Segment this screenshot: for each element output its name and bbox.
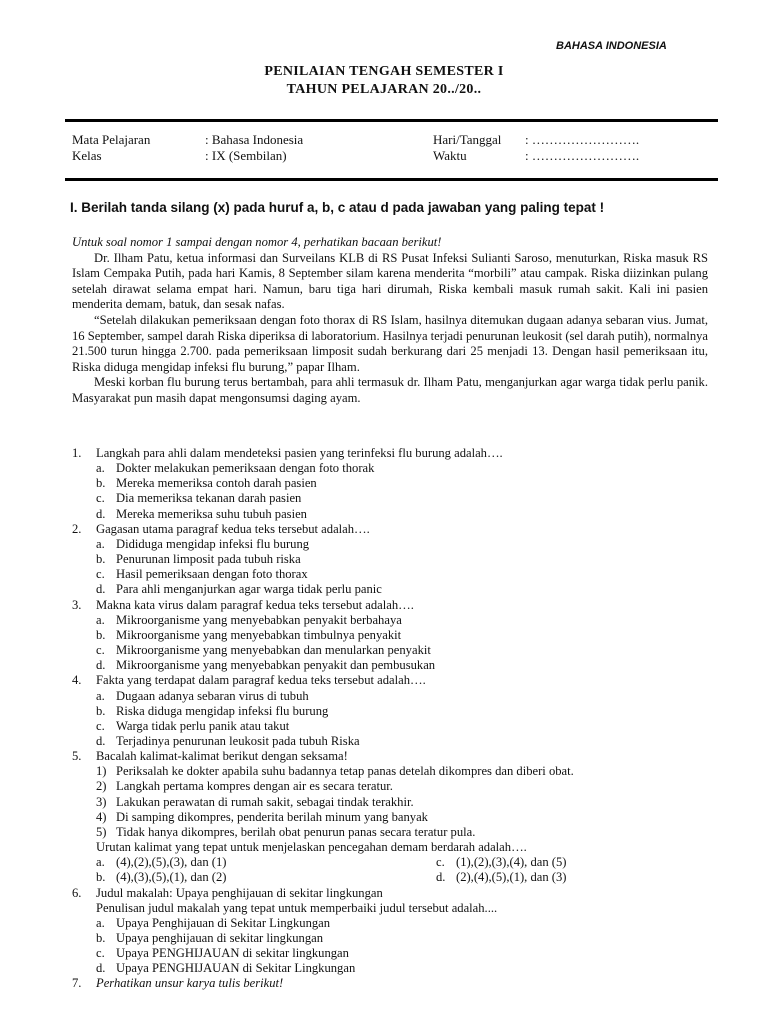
- option-a[interactable]: [96, 537, 712, 552]
- option-text: (4),(3),(5),(1), dan (2): [116, 870, 227, 885]
- option-a[interactable]: [96, 689, 712, 704]
- option-text: Riska diduga mengidap infeksi flu burung: [116, 703, 329, 718]
- question-number: 7.: [72, 976, 82, 991]
- class-value: : IX (Sembilan): [205, 148, 287, 163]
- option-letter: a.: [96, 855, 105, 870]
- question-7: [72, 976, 712, 991]
- question-1: [72, 446, 712, 522]
- option-a[interactable]: [96, 855, 416, 870]
- reading-paragraph: Meski korban flu burung terus bertambah, para ahli termasuk dr. Ilham Patu, menganjurkan agar warga tidak perlu panik. Masyarakat pun masih dapat mengonsumsi daging ayam.: [72, 375, 708, 405]
- item-number: 3): [96, 794, 107, 809]
- option-letter: a.: [96, 612, 105, 627]
- option-d[interactable]: [96, 582, 712, 597]
- item-text: Tidak hanya dikompres, berilah obat penurun panas secara teratur pula.: [116, 824, 476, 839]
- reading-passage: [72, 235, 708, 407]
- option-text: Mikroorganisme yang menyebabkan penyakit dan pembusukan: [116, 658, 436, 673]
- option-letter: c.: [96, 718, 105, 733]
- option-letter: d.: [96, 733, 106, 748]
- sentence-item: [96, 779, 712, 794]
- section-heading: I. Berilah tanda silang (x) pada huruf a, b, c atau d pada jawaban yang paling tepat !: [70, 200, 605, 215]
- option-text: Hasil pemeriksaan dengan foto thorax: [116, 567, 308, 582]
- question-number: 1.: [72, 446, 82, 460]
- option-b[interactable]: [96, 704, 712, 719]
- option-letter: a.: [96, 688, 105, 703]
- option-d[interactable]: [96, 507, 712, 522]
- question-text: Bacalah kalimat-kalimat berikut dengan seksama!: [96, 749, 348, 764]
- option-text: Upaya Penghijauan di Sekitar Lingkungan: [116, 915, 331, 930]
- option-a[interactable]: [96, 613, 712, 628]
- reading-paragraph: “Setelah dilakukan pemeriksaan dengan foto thorax di RS Islam, hasilnya ditemukan dugaan adanya sebaran vius. Jumat, 16 September, sampel darah Riska diperiksa di laboratorium. Hasilnya terjadi penurunan leukosit (sel darah putih), normalnya 21.500 turun hingga 2.700. pada pemeriksaan limposit sudah berkurang dari 25 menjadi 13. Dengan hasil pemeriksaan itu, Riska diduga mengidap infeksi flu burung,” papar Ilham.: [72, 312, 709, 374]
- class-label: Kelas: [72, 148, 102, 163]
- question-6: [72, 886, 712, 977]
- question-2: [72, 522, 712, 598]
- option-letter: c.: [96, 491, 105, 506]
- sentence-item: [96, 795, 712, 810]
- option-letter: b.: [96, 703, 106, 718]
- option-text: Dididuga mengidap infeksi flu burung: [116, 536, 310, 551]
- question-prompt: Penulisan judul makalah yang tepat untuk memperbaiki judul tersebut adalah....: [96, 900, 498, 915]
- option-b[interactable]: [96, 552, 712, 567]
- sentence-item: [96, 764, 712, 779]
- question-prompt: Urutan kalimat yang tepat untuk menjelaskan pencegahan demam berdarah adalah….: [96, 840, 527, 855]
- option-letter: a.: [96, 536, 105, 551]
- option-letter: c.: [96, 946, 105, 961]
- time-label: Waktu: [433, 148, 467, 163]
- option-letter: c.: [436, 855, 445, 870]
- header-row-class: [0, 148, 768, 164]
- option-text: Mereka memeriksa contoh darah pasien: [116, 476, 317, 491]
- option-c[interactable]: [436, 855, 756, 870]
- time-value: : …………………….: [525, 148, 640, 163]
- question-text: Makna kata virus dalam paragraf kedua teks tersebut adalah….: [96, 597, 414, 612]
- item-number: 1): [96, 764, 107, 779]
- question-number: 6.: [72, 885, 82, 900]
- date-label: Hari/Tanggal: [433, 132, 502, 147]
- item-number: 4): [96, 809, 107, 824]
- option-letter: d.: [96, 506, 106, 521]
- date-value: : …………………….: [525, 132, 640, 147]
- option-c[interactable]: [96, 946, 712, 961]
- exam-title: PENILAIAN TENGAH SEMESTER I: [264, 64, 504, 79]
- option-text: Mikroorganisme yang menyebabkan dan menularkan penyakit: [116, 643, 431, 658]
- question-text: Judul makalah: Upaya penghijauan di sekitar lingkungan: [96, 885, 383, 900]
- header-rule-top: [65, 119, 718, 122]
- header-rule-bottom: [65, 178, 718, 181]
- question-list: [72, 446, 712, 992]
- item-text: Di samping dikompres, penderita berilah minum yang banyak: [116, 809, 428, 824]
- option-d[interactable]: [96, 658, 712, 673]
- option-text: Dugaan adanya sebaran virus di tubuh: [116, 688, 309, 703]
- option-text: Para ahli menganjurkan agar warga tidak perlu panic: [116, 582, 382, 597]
- option-b[interactable]: [96, 870, 416, 885]
- option-c[interactable]: [96, 491, 712, 506]
- option-letter: a.: [96, 915, 105, 930]
- option-letter: c.: [96, 567, 105, 582]
- question-text: Perhatikan unsur karya tulis berikut!: [96, 976, 284, 991]
- option-b[interactable]: [96, 628, 712, 643]
- subject-label: Mata Pelajaran: [72, 132, 151, 147]
- option-c[interactable]: [96, 567, 712, 582]
- option-d[interactable]: [96, 961, 712, 976]
- option-a[interactable]: [96, 916, 712, 931]
- question-number: 4.: [72, 673, 82, 688]
- question-4: [72, 673, 712, 749]
- option-letter: d.: [436, 870, 446, 885]
- option-b[interactable]: [96, 476, 712, 491]
- header-row-subject: [0, 132, 768, 148]
- item-number: 2): [96, 779, 107, 794]
- option-text: (1),(2),(3),(4), dan (5): [456, 855, 567, 870]
- item-text: Langkah pertama kompres dengan air es secara teratur.: [116, 779, 393, 794]
- option-text: Upaya PENGHIJAUAN di Sekitar Lingkungan: [116, 961, 356, 976]
- option-letter: b.: [96, 930, 106, 945]
- item-text: Periksalah ke dokter apabila suhu badannya tetap panas detelah dikompres dan diberi obat.: [116, 764, 574, 779]
- option-c[interactable]: [96, 643, 712, 658]
- option-letter: a.: [96, 461, 105, 476]
- subject-value: : Bahasa Indonesia: [205, 132, 304, 147]
- option-d[interactable]: [436, 870, 756, 885]
- question-number: 2.: [72, 521, 82, 536]
- option-a[interactable]: [96, 461, 712, 476]
- option-text: Dokter melakukan pemeriksaan dengan foto thorak: [116, 461, 375, 476]
- option-letter: b.: [96, 552, 106, 567]
- option-letter: c.: [96, 643, 105, 658]
- reading-paragraph: Dr. Ilham Patu, ketua informasi dan Surveilans KLB di RS Pusat Infeksi Sulianti Saroso, menuturkan, Riska masuk RS Islam Cempaka Putih, pada hari Kamis, 8 September silam karena menderita “morbili” atau campak. Riska diizinkan pulang setelah dirawat selama empat hari. Namun, baru tiga hari dirumah, Riska kembali masuk rumah sakit. Kali ini pasien menderita demam, batuk, dan sesak nafas.: [72, 250, 708, 312]
- option-c[interactable]: [96, 719, 712, 734]
- question-number: 5.: [72, 749, 82, 764]
- question-text: Gagasan utama paragraf kedua teks tersebut adalah….: [96, 521, 370, 536]
- sentence-item: [96, 810, 712, 825]
- option-text: Dia memeriksa tekanan darah pasien: [116, 491, 302, 506]
- option-letter: d.: [96, 658, 106, 673]
- option-text: Terjadinya penurunan leukosit pada tubuh Riska: [116, 733, 360, 748]
- reading-intro: Untuk soal nomor 1 sampai dengan nomor 4, perhatikan bacaan berikut!: [72, 235, 442, 249]
- option-text: Upaya penghijauan di sekitar lingkungan: [116, 930, 324, 945]
- item-number: 5): [96, 824, 107, 839]
- option-text: Mikroorganisme yang menyebabkan penyakit berbahaya: [116, 612, 402, 627]
- item-text: Lakukan perawatan di rumah sakit, sebagai tindak terakhir.: [116, 794, 414, 809]
- option-b[interactable]: [96, 931, 712, 946]
- question-number: 3.: [72, 597, 82, 612]
- subject-tag: BAHASA INDONESIA: [556, 40, 667, 52]
- question-3: [72, 598, 712, 674]
- option-text: Warga tidak perlu panik atau takut: [116, 718, 290, 733]
- option-letter: b.: [96, 476, 106, 491]
- sentence-item: [96, 825, 712, 840]
- option-letter: d.: [96, 582, 106, 597]
- question-5: [72, 749, 712, 885]
- option-d[interactable]: [96, 734, 712, 749]
- option-letter: b.: [96, 627, 106, 642]
- question-text: Langkah para ahli dalam mendeteksi pasien yang terinfeksi flu burung adalah….: [96, 446, 503, 460]
- option-letter: d.: [96, 961, 106, 976]
- option-letter: b.: [96, 870, 106, 885]
- option-text: Mikroorganisme yang menyebabkan timbulnya penyakit: [116, 627, 402, 642]
- option-text: Mereka memeriksa suhu tubuh pasien: [116, 506, 307, 521]
- option-text: Upaya PENGHIJAUAN di sekitar lingkungan: [116, 946, 349, 961]
- question-text: Fakta yang terdapat dalam paragraf kedua teks tersebut adalah….: [96, 673, 426, 688]
- school-year-title: TAHUN PELAJARAN 20../20..: [286, 82, 482, 97]
- option-text: Penurunan limposit pada tubuh riska: [116, 552, 301, 567]
- option-text: (2),(4),(5),(1), dan (3): [456, 870, 567, 885]
- option-text: (4),(2),(5),(3), dan (1): [116, 855, 227, 870]
